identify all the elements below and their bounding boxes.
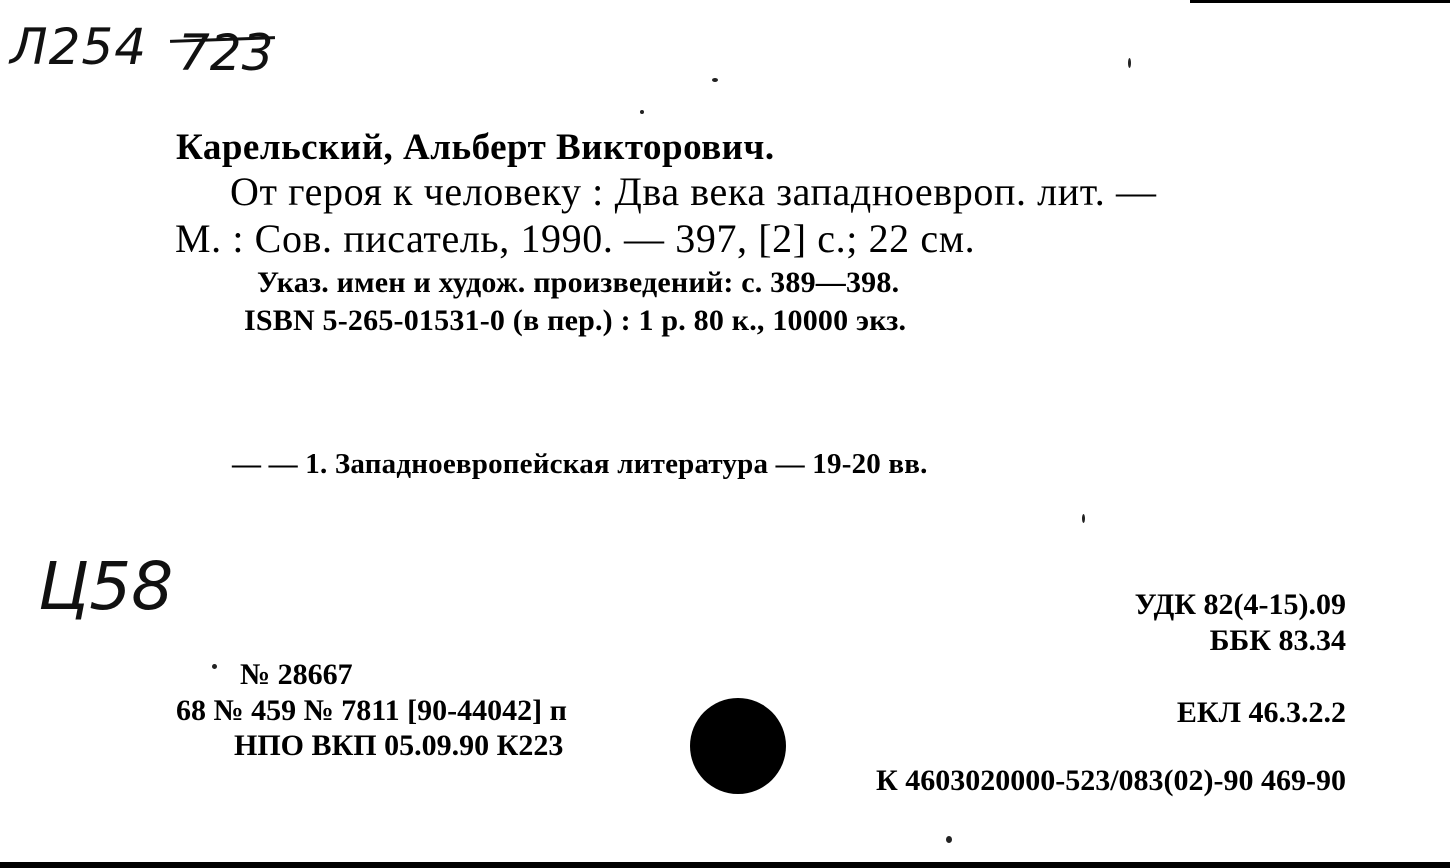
shelf-mark-handwritten: Ц58 bbox=[38, 548, 174, 625]
scan-speck bbox=[1128, 58, 1131, 68]
card-bottom-edge bbox=[0, 862, 1450, 868]
isbn-note: ISBN 5-265-01531-0 (в пер.) : 1 р. 80 к., 10000 экз. bbox=[244, 304, 907, 337]
call-number-suffix: 723 bbox=[178, 24, 274, 82]
card-top-edge bbox=[1190, 0, 1450, 3]
title-line-1: От героя к человеку : Два века западноевроп. лит. — bbox=[230, 169, 1157, 214]
card-punch-hole bbox=[690, 698, 786, 794]
scan-speck bbox=[946, 836, 952, 843]
scan-speck bbox=[712, 78, 718, 82]
scan-speck bbox=[1082, 514, 1085, 523]
author-heading: Карельский, Альберт Викторович. bbox=[176, 127, 775, 168]
call-number-handwritten: Л254 bbox=[10, 18, 148, 76]
scan-speck bbox=[640, 110, 644, 114]
index-note: Указ. имен и худож. произведений: с. 389—398. bbox=[257, 266, 900, 299]
title-line-2: М. : Сов. писатель, 1990. — 397, [2] с.; 22 см. bbox=[175, 216, 976, 261]
udk-code: УДК 82(4-15).09 bbox=[1134, 588, 1346, 621]
bbk-code: ББК 83.34 bbox=[1209, 624, 1346, 657]
scan-speck bbox=[212, 664, 217, 669]
print-info-line-2: НПО ВКП 05.09.90 К223 bbox=[234, 729, 564, 762]
publisher-code: К 4603020000-523/083(02)-90 469-90 bbox=[875, 764, 1346, 797]
print-info-line-1: 68 № 459 № 7811 [90-44042] п bbox=[176, 694, 567, 727]
subject-heading: — — 1. Западноевропейская литература — 19-20 вв. bbox=[232, 448, 928, 480]
ekl-code: ЕКЛ 46.3.2.2 bbox=[1176, 696, 1346, 729]
card-number: № 28667 bbox=[240, 658, 353, 691]
